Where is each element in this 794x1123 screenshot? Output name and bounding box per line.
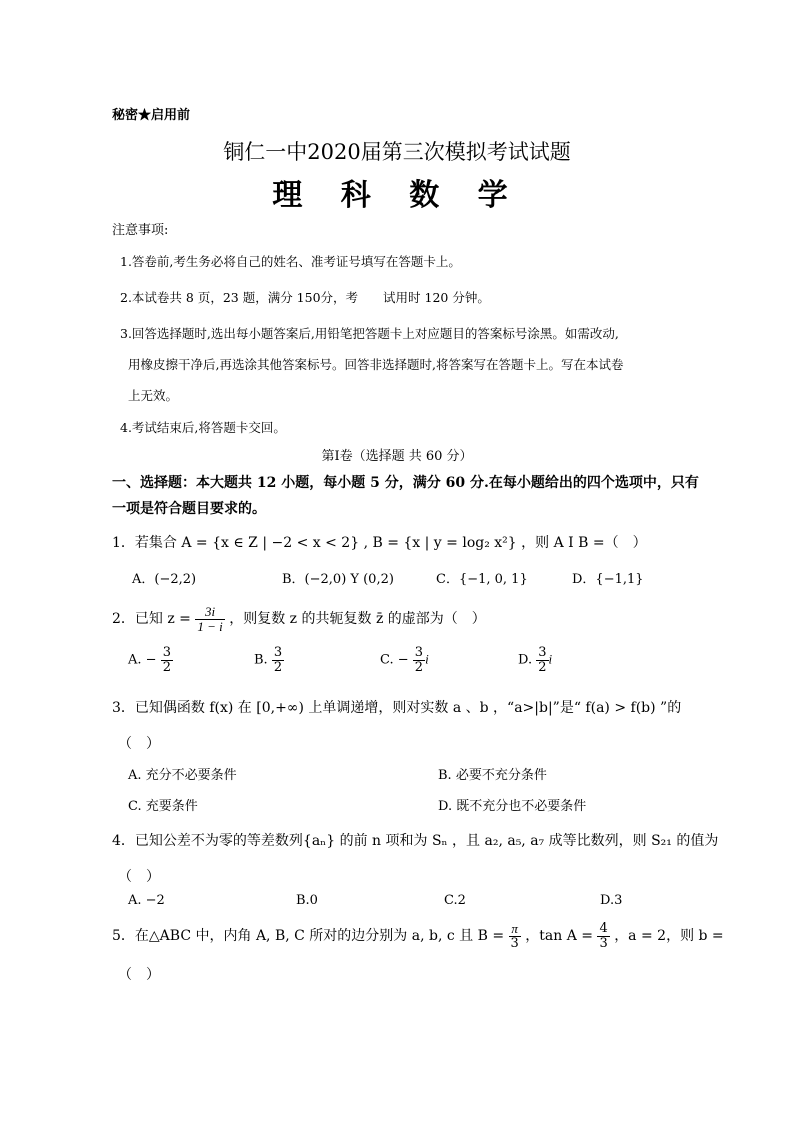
part-instructions: 一、选择题：本大题共 12 小题，每小题 5 分，满分 60 分.在每小题给出的四个选项中，只有 — [112, 475, 699, 491]
section-heading: 第Ⅰ卷（选择题 共 60 分） — [321, 449, 473, 464]
frac-num: π — [509, 922, 521, 937]
frac-den: 3 — [599, 935, 608, 951]
notice-item: 4.考试结束后,将答题卡交回。 — [120, 420, 286, 435]
q5-mid: ，tan A = — [525, 928, 593, 945]
question-2-option-c — [380, 646, 429, 674]
notice-item: 用橡皮擦干净后,再选涂其他答案标号。回答非选择题时,将答案写在答题卡上。写在本试卷 — [128, 357, 624, 372]
question-4-stem: 4．已知公差不为零的等差数列{aₙ} 的前 n 项和为 Sₙ ，且 a₂, a₅, a₇ 成等比数列，则 S₂₁ 的值为 — [112, 833, 719, 849]
notice-item: 3.回答选择题时,选出每小题答案后,用铅笔把答题卡上对应题目的答案标号涂黑。如需改动, — [120, 326, 619, 341]
question-5-stem — [112, 922, 724, 950]
frac-den: 2 — [273, 659, 283, 675]
q2-opt-a-label: A. − — [128, 652, 157, 668]
question-2-option-a — [128, 646, 173, 674]
part-instructions-cont: 一项是符合题目要求的。 — [112, 501, 266, 517]
q2-opt-c-label: C. − — [380, 652, 409, 668]
secret-label: 秘密★启用前 — [112, 108, 191, 123]
question-5-paren: （ ） — [118, 967, 160, 983]
frac-den: 3 — [510, 935, 519, 951]
q2-fraction-numerator: 3i — [195, 605, 224, 620]
question-2-option-b — [254, 646, 284, 674]
frac-den: 2 — [538, 659, 547, 675]
frac-num: 4 — [599, 921, 608, 936]
question-2-stem — [112, 605, 486, 633]
question-1-stem: 1．若集合 A = {x ∈ Z | −2 < x < 2} , B = {x | y = log₂ x²} ，则 A I B =（ ） — [112, 535, 647, 551]
frac-num: 3 — [538, 645, 547, 660]
imag-unit: i — [548, 651, 553, 667]
question-4-option-c: C.2 — [444, 893, 466, 908]
question-3-option-a: A. 充分不必要条件 — [128, 768, 237, 783]
q2-fraction — [195, 605, 224, 633]
question-2-option-d — [518, 646, 552, 674]
q5-suffix: ，a = 2，则 b = — [614, 928, 724, 945]
imag-unit: i — [425, 651, 429, 667]
frac-den: 2 — [162, 659, 171, 675]
question-3-option-d: D. 既不充分也不必要条件 — [438, 799, 587, 814]
frac-num: 3 — [162, 645, 171, 660]
question-3-option-c: C. 充要条件 — [128, 799, 198, 814]
question-1-option-d: D．{−1,1} — [572, 572, 644, 587]
notice-heading: 注意事项: — [112, 223, 169, 238]
frac-num: 3 — [273, 645, 283, 660]
question-4-paren: （ ） — [118, 869, 160, 885]
question-1-option-a: A．(−2,2) — [132, 572, 197, 587]
q5-prefix: 5．在△ABC 中，内角 A, B, C 所对的边分别为 a, b, c 且 B = — [112, 928, 505, 945]
question-4-option-d: D.3 — [600, 893, 623, 908]
question-4-option-a: A. −2 — [128, 893, 165, 908]
question-4-option-b: B.0 — [296, 893, 318, 908]
question-1-option-b: B．(−2,0) Y (0,2) — [282, 572, 394, 587]
q2-fraction-denominator: 1 − i — [197, 618, 223, 634]
notice-item: 1.答卷前,考生务必将自己的姓名、准考证号填写在答题卡上。 — [120, 254, 461, 269]
q2-suffix: ，则复数 z 的共轭复数 z̄ 的虚部为（ ） — [229, 611, 486, 628]
question-3-paren: （ ） — [118, 736, 160, 752]
question-3-stem: 3．已知偶函数 f(x) 在 [0,+∞) 上单调递增，则对实数 a 、b ，“a>|b|”是“ f(a) > f(b) ”的 — [112, 700, 682, 716]
frac-num: 3 — [414, 645, 424, 660]
notice-item: 2.本试卷共 8 页，23 题，满分 150分，考 试用时 120 分钟。 — [120, 290, 490, 305]
question-3-option-b: B. 必要不充分条件 — [438, 768, 547, 783]
question-1-option-c: C．{−1, 0, 1} — [436, 572, 528, 587]
frac-den: 2 — [414, 659, 424, 675]
notice-item: 上无效。 — [128, 388, 179, 403]
q2-opt-b-label: B. — [254, 652, 268, 668]
q2-opt-d-label: D. — [518, 652, 533, 668]
subject-title: 理 科 数 学 — [272, 178, 522, 213]
exam-title: 铜仁一中2020届第三次模拟考试试题 — [223, 140, 571, 164]
q2-prefix: 2．已知 z = — [112, 611, 191, 628]
